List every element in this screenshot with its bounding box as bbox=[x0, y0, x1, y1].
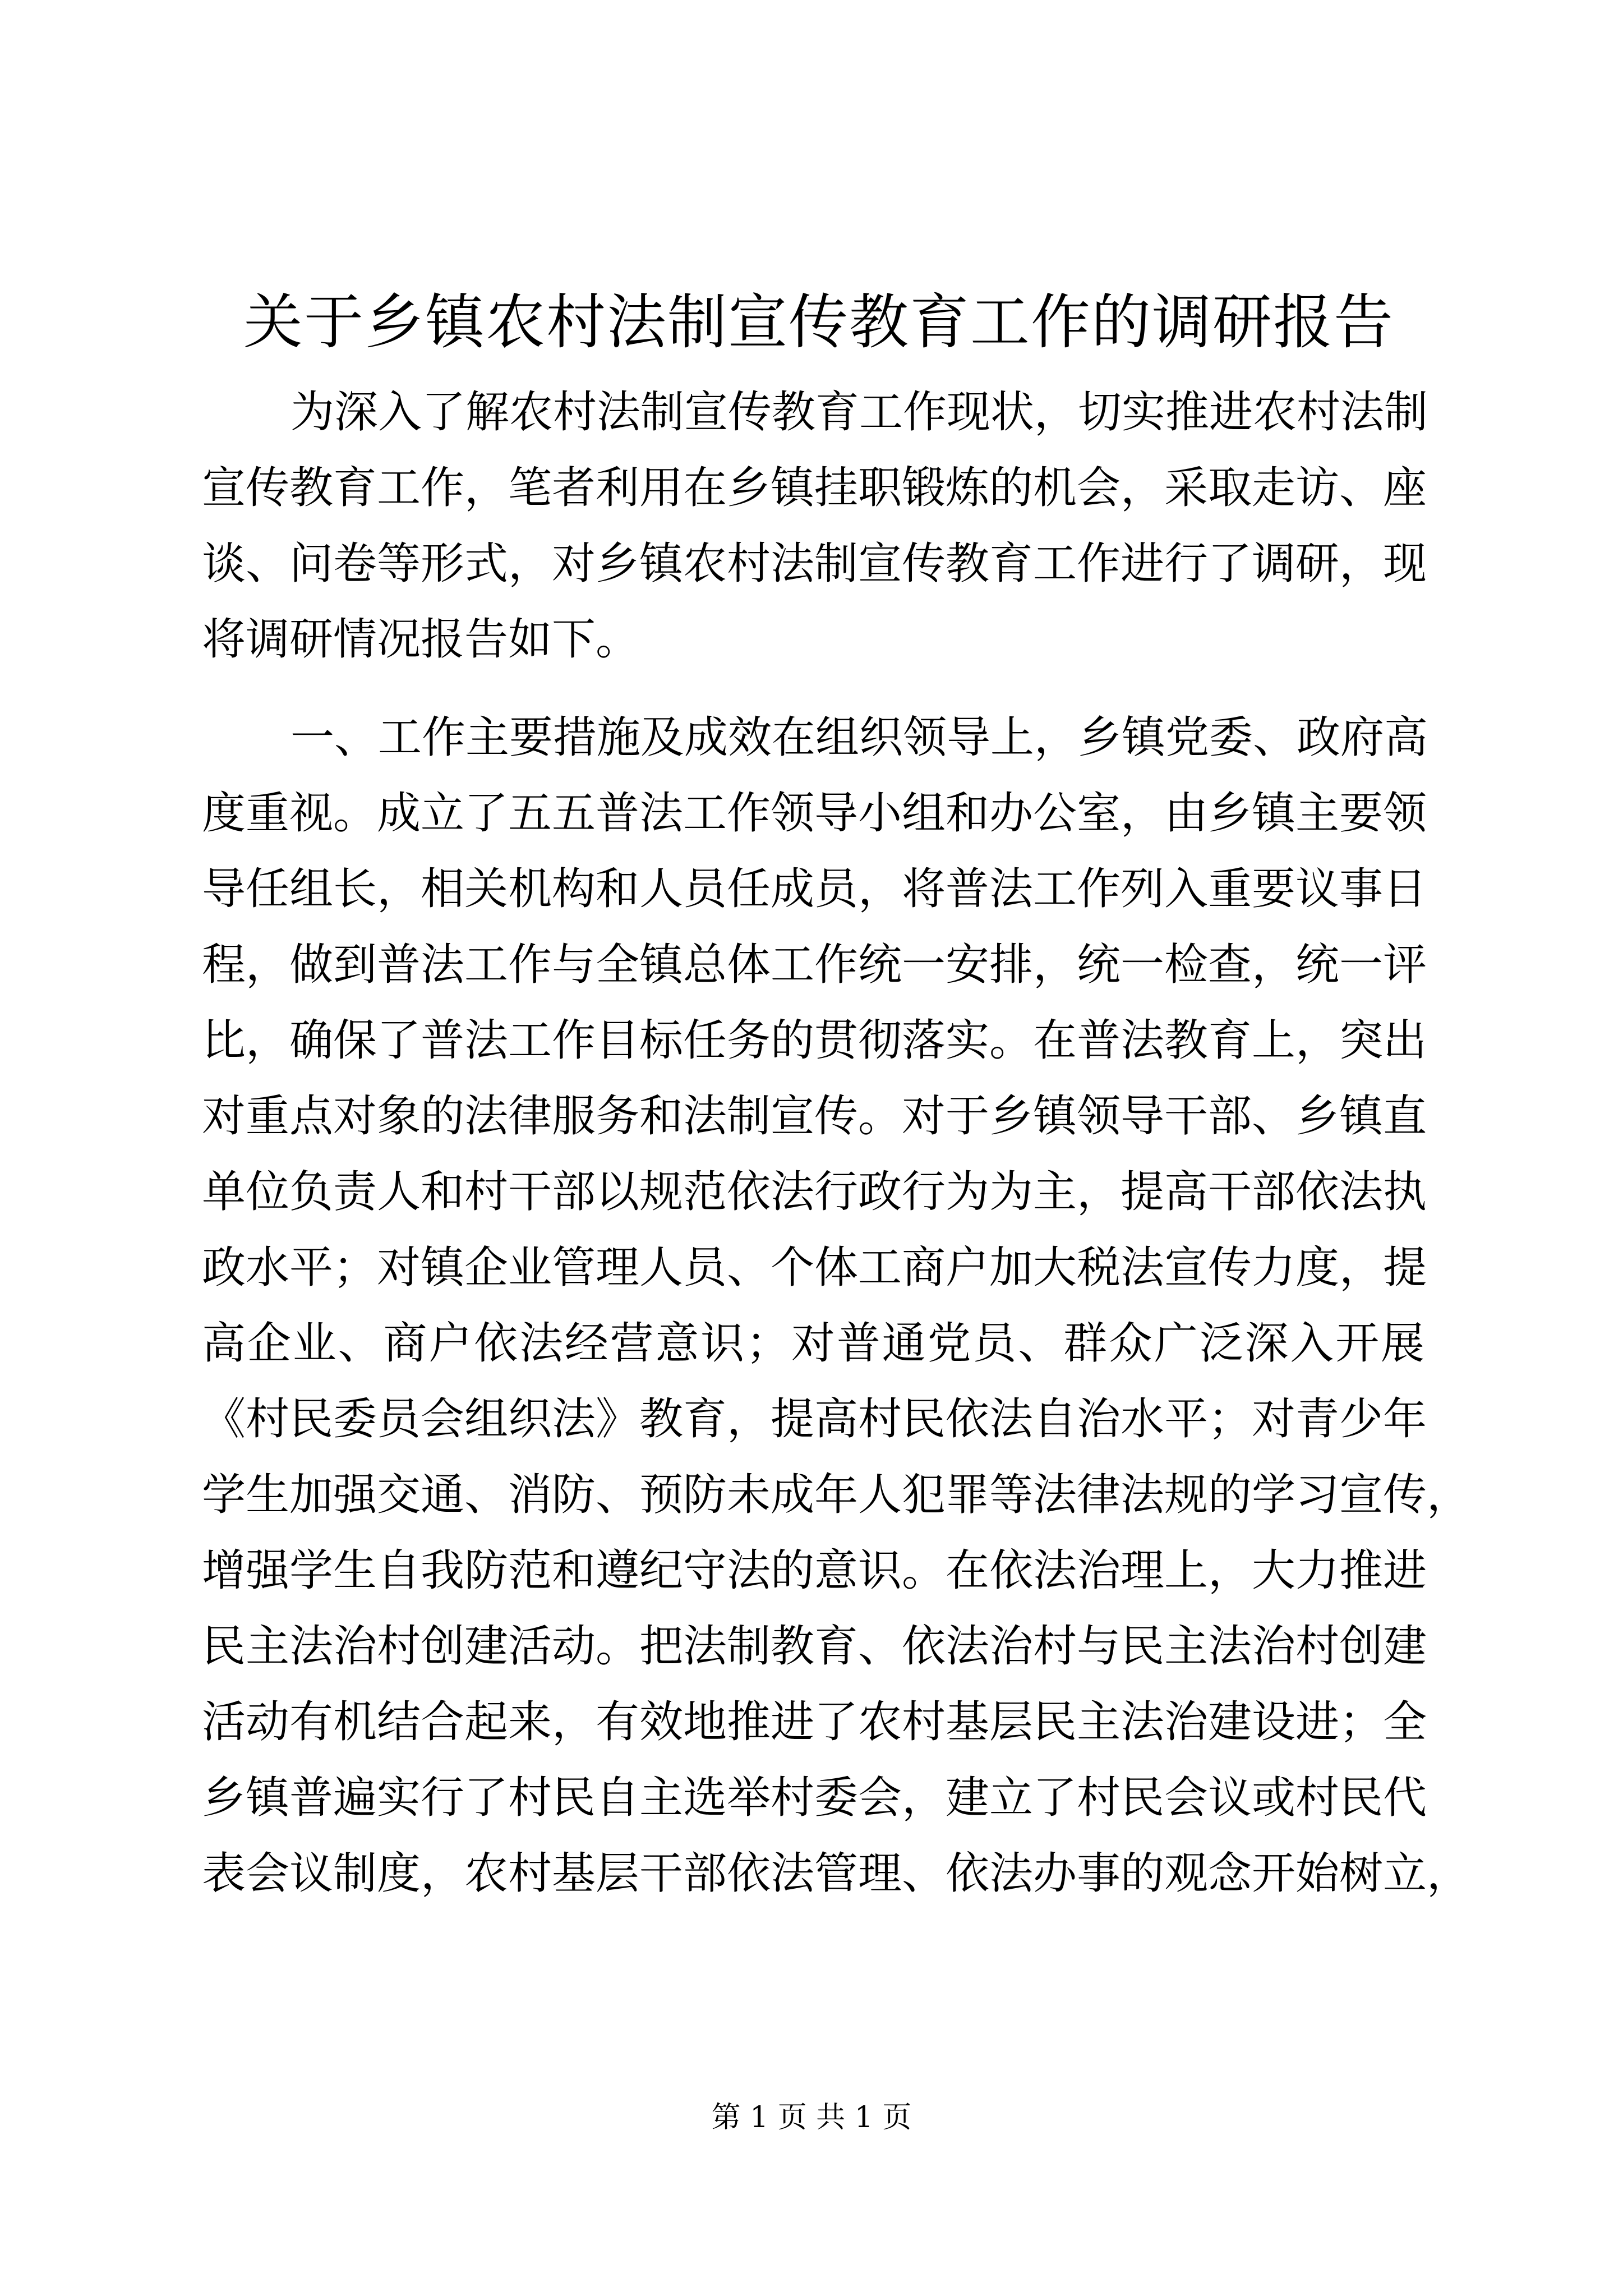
paragraph-2-line-14: 活动有机结合起来，有效地推进了农村基层民主法治建设进；全 bbox=[202, 1697, 1427, 1747]
paragraph-2-line-5: 比，确保了普法工作目标任务的贯彻落实。在普法教育上，突出 bbox=[202, 1015, 1427, 1066]
paragraph-1-line-3: 谈、问卷等形式，对乡镇农村法制宣传教育工作进行了调研，现 bbox=[202, 539, 1427, 589]
paragraph-2-line-7: 单位负责人和村干部以规范依法行政行为为主，提高干部依法执 bbox=[202, 1167, 1427, 1217]
paragraph-2-line-1: 一、工作主要措施及成效在组织领导上，乡镇党委、政府高 bbox=[291, 712, 1428, 763]
paragraph-2-line-10: 《村民委员会组织法》教育，提高村民依法自治水平；对青少年 bbox=[202, 1394, 1427, 1444]
paragraph-2-line-11: 学生加强交通、消防、预防未成年人犯罪等法律法规的学习宣传， bbox=[202, 1470, 1471, 1520]
paragraph-1-line-1: 为深入了解农村法制宣传教育工作现状，切实推进农村法制 bbox=[291, 387, 1428, 438]
paragraph-2-line-9: 高企业、商户依法经营意识；对普通党员、群众广泛深入开展 bbox=[202, 1318, 1424, 1369]
paragraph-2-line-8: 政水平；对镇企业管理人员、个体工商户加大税法宣传力度，提 bbox=[202, 1243, 1427, 1293]
paragraph-2-line-15: 乡镇普遍实行了村民自主选举村委会，建立了村民会议或村民代 bbox=[202, 1773, 1427, 1823]
paragraph-1-line-2: 宣传教育工作，笔者利用在乡镇挂职锻炼的机会，采取走访、座 bbox=[202, 463, 1427, 513]
paragraph-2-line-3: 导任组长，相关机构和人员任成员，将普法工作列入重要议事日 bbox=[202, 864, 1427, 914]
paragraph-2-line-13: 民主法治村创建活动。把法制教育、依法治村与民主法治村创建 bbox=[202, 1621, 1427, 1672]
page-footer: 第 1 页 共 1 页 bbox=[711, 2101, 912, 2134]
paragraph-2-line-4: 程，做到普法工作与全镇总体工作统一安排，统一检查，统一评 bbox=[202, 940, 1427, 990]
paragraph-2-line-16: 表会议制度，农村基层干部依法管理、依法办事的观念开始树立， bbox=[202, 1848, 1471, 1899]
paragraph-2-line-6: 对重点对象的法律服务和法制宣传。对于乡镇领导干部、乡镇直 bbox=[202, 1091, 1427, 1142]
paragraph-2-line-12: 增强学生自我防范和遵纪守法的意识。在依法治理上，大力推进 bbox=[202, 1545, 1427, 1596]
paragraph-2-line-2: 度重视。成立了五五普法工作领导小组和办公室，由乡镇主要领 bbox=[202, 788, 1427, 839]
paragraph-1-line-4: 将调研情况报告如下。 bbox=[202, 614, 640, 665]
document-title: 关于乡镇农村法制宣传教育工作的调研报告 bbox=[243, 288, 1394, 357]
